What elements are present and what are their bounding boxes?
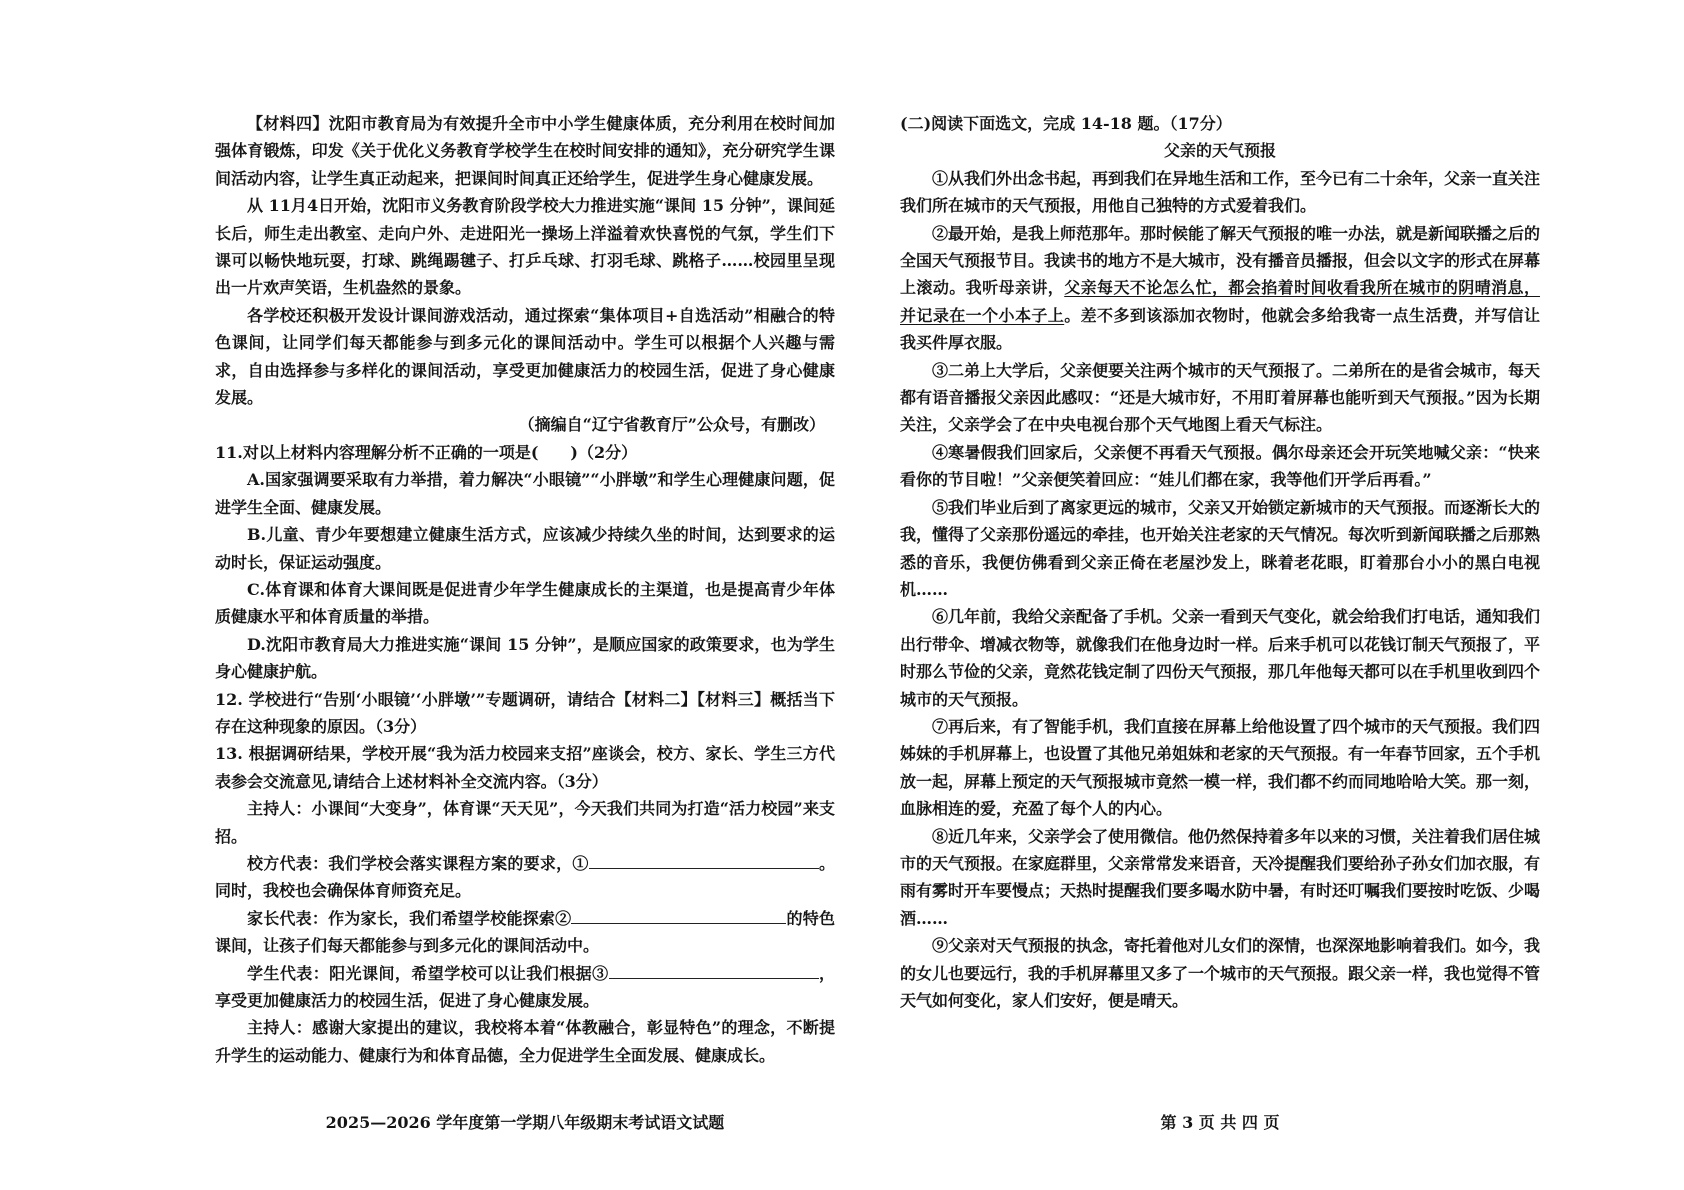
- left-column: [215, 110, 835, 1069]
- underlined-sentence: 父亲每天不论怎么忙，都会掐着时间收看我所在城市的阴晴消息，并记录在一个小本子上: [900, 278, 1540, 325]
- student-text-after: ，享受更加健康活力的校园生活，促进了身心健康发展。: [215, 963, 835, 1010]
- article-paragraph-4: ④寒暑假我们回家后，父亲便不再看天气预报。偶尔母亲还会开玩笑地喊父亲：“快来看你的节目啦！”父亲便笑着回应：“娃儿们都在家，我等他们开学后再看。”: [900, 442, 1540, 490]
- student-text-before: 学生代表：阳光课间，希望学校可以让我们根据③: [247, 963, 609, 983]
- answer-blank-3[interactable]: [609, 962, 819, 979]
- answer-blank-2[interactable]: [571, 907, 786, 924]
- material-4-paragraph-2: 从 11月4日开始，沈阳市义务教育阶段学校大力推进实施“课间 15 分钟”，课间延长后，师生走出教室、走向户外、走进阳光一操场上洋溢着欢快喜悦的气氛，学生们下课可以畅快地玩耍，打球、跳绳踢毽子、打乒乓球、打羽毛球、跳格子……校园里呈现出一片欢声笑语，生机盎然的景象。: [215, 196, 835, 298]
- article-paragraph-7: ⑦再后来，有了智能手机，我们直接在屏幕上给他设置了四个城市的天气预报。我们四姊妹的手机屏幕上，也设置了其他兄弟姐妹和老家的天气预报。有一年春节回家，五个手机放一起，屏幕上预定的天气预报城市竟然一模一样，我们都不约而同地哈哈大笑。那一刻，血脉相连的爱，充盈了每个人的内心。: [900, 716, 1541, 819]
- paragraph-2-text-start: ②最开始，是我上师范那年。那时候能了解天气预报的唯一办法，就是新闻联播之后的全国天气预报节目。我读书的地方不是大城市，没有播音员播报，但会以文字的形式在屏幕上滚动。我听母亲讲，: [900, 223, 1541, 298]
- article-paragraph-3: ③二弟上大学后，父亲便要关注两个城市的天气预报了。二弟所在的是省会城市，每天都有语音播报父亲因此感叹：“还是大城市好，不用盯着屏幕也能听到天气预报。”因为长期关注，父亲学会了在中央电视台那个天气地图上看天气标注。: [900, 360, 1541, 435]
- article-paragraph-5: ⑤我们毕业后到了离家更远的城市，父亲又开始锁定新城市的天气预报。而逐渐长大的我，懂得了父亲那份遥远的牵挂，也开始关注老家的天气情况。每次听到新闻联播之后那熟悉的音乐，我便仿佛看到父亲正倚在老屋沙发上，眯着老花眼，盯着那台小小的黑白电视机……: [900, 497, 1541, 599]
- student-representative: [215, 960, 835, 1015]
- article-paragraph-2: [900, 220, 1540, 357]
- material-4-paragraph-1: 【材料四】沈阳市教育局为有效提升全市中小学生健康体质，充分利用在校时间加强体育锻炼，印发《关于优化义务教育学校学生在校时间安排的通知》，充分研究学生课间活动内容，让学生真正动起来，把课间时间真正还给学生，促进学生身心健康发展。: [215, 114, 835, 188]
- exam-title-footer: 2025—2026 学年度第一学期八年级期末考试语文试题: [325, 1113, 725, 1132]
- question-12: 12. 学校进行“告别‘小眼镜’‘小胖墩’”专题调研，请结合【材料二】【材料三】概括当下存在这种现象的原因。（3分）: [215, 689, 835, 736]
- parent-representative: [215, 905, 835, 960]
- school-text-before: 校方代表：我们学校会落实课程方案的要求，①: [247, 853, 589, 873]
- right-column: [900, 110, 1540, 1014]
- host-closing: 主持人：感谢大家提出的建议，我校将本着“体教融合，彰显特色”的理念，不断提升学生的运动能力、健康行为和体育品德，全力促进学生全面发展、健康成长。: [215, 1018, 835, 1065]
- material-4-paragraph-3: 各学校还积极开发设计课间游戏活动，通过探索“集体项目+自选活动”相融合的特色课间，让同学们每天都能参与到多元化的课间活动中。学生可以根据个人兴趣与需求，自由选择参与多样化的课间活动，享受更加健康活力的校园生活，促进了身心健康发展。: [215, 305, 835, 408]
- school-text-after: 。同时，我校也会确保体育师资充足。: [215, 853, 835, 901]
- parent-text-after: 的特色课间，让孩子们每天都能参与到多元化的课间活动中。: [215, 908, 835, 956]
- question-13: 13. 根据调研结果，学校开展“我为活力校园来支招”座谈会，校方、家长、学生三方代表参会交流意见,请结合上述材料补全交流内容。（3分）: [215, 744, 835, 791]
- paragraph-2-text-end: 。差不多到该添加衣物时，他就会多给我寄一点生活费，并写信让我买件厚衣服。: [900, 305, 1540, 353]
- article-title: 父亲的天气预报: [1163, 141, 1276, 161]
- answer-blank-1[interactable]: [589, 852, 819, 869]
- section-heading: (二)阅读下面选文，完成 14-18 题。（17分）: [900, 114, 1232, 133]
- host-opening: 主持人：小课间“大变身”，体育课“天天见”，今天我们共同为打造“活力校园”来支招。: [215, 799, 835, 846]
- material-source: （摘编自“辽宁省教育厅”公众号，有删改）: [518, 415, 825, 435]
- article-paragraph-6: ⑥几年前，我给父亲配备了手机。父亲一看到天气变化，就会给我们打电话，通知我们出行带伞、增减衣物等，就像我们在他身边时一样。后来手机可以花钱订制天气预报了，平时那么节俭的父亲，竟然花钱定制了四份天气预报，那几年他每天都可以在手机里收到四个城市的天气预报。: [900, 607, 1541, 709]
- question-11-option-d: D.沈阳市教育局大力推进实施“课间 15 分钟”，是顺应国家的政策要求，也为学生身心健康护航。: [215, 634, 835, 682]
- question-11-option-a: A.国家强调要采取有力举措，着力解决“小眼镜”“小胖墩”和学生心理健康问题，促进学生全面、健康发展。: [215, 470, 835, 517]
- article-paragraph-9: ⑨父亲对天气预报的执念，寄托着他对儿女们的深情，也深深地影响着我们。如今，我的女儿也要远行，我的手机屏幕里又多了一个城市的天气预报。跟父亲一样，我也觉得不管天气如何变化，家人们安好，便是晴天。: [900, 936, 1541, 1010]
- question-11-option-c: C.体育课和体育大课间既是促进青少年学生健康成长的主渠道，也是提高青少年体质健康水平和体育质量的举措。: [215, 579, 835, 627]
- question-11-option-b: B.儿童、青少年要想建立健康生活方式，应该减少持续久坐的时间，达到要求的运动时长，保证运动强度。: [215, 525, 835, 572]
- parent-text-before: 家长代表：作为家长，我们希望学校能探索②: [247, 908, 572, 928]
- article-paragraph-1: ①从我们外出念书起，再到我们在异地生活和工作，至今已有二十余年，父亲一直关注我们所在城市的天气预报，用他自己独特的方式爱着我们。: [900, 168, 1541, 216]
- school-representative: [215, 850, 835, 905]
- page-number-footer: 第 3 页 共 四 页: [1160, 1113, 1280, 1132]
- question-11: 11.对以上材料内容理解分析不正确的一项是( )（2分）: [215, 442, 638, 462]
- article-paragraph-8: ⑧近几年来，父亲学会了使用微信。他仍然保持着多年以来的习惯，关注着我们居住城市的天气预报。在家庭群里，父亲常常发来语音，天冷提醒我们要给孙子孙女们加衣服，有雨有雾时开车要慢点；天热时提醒我们要多喝水防中暑，有时还叮嘱我们要按时吃饭、少喝酒……: [900, 826, 1541, 928]
